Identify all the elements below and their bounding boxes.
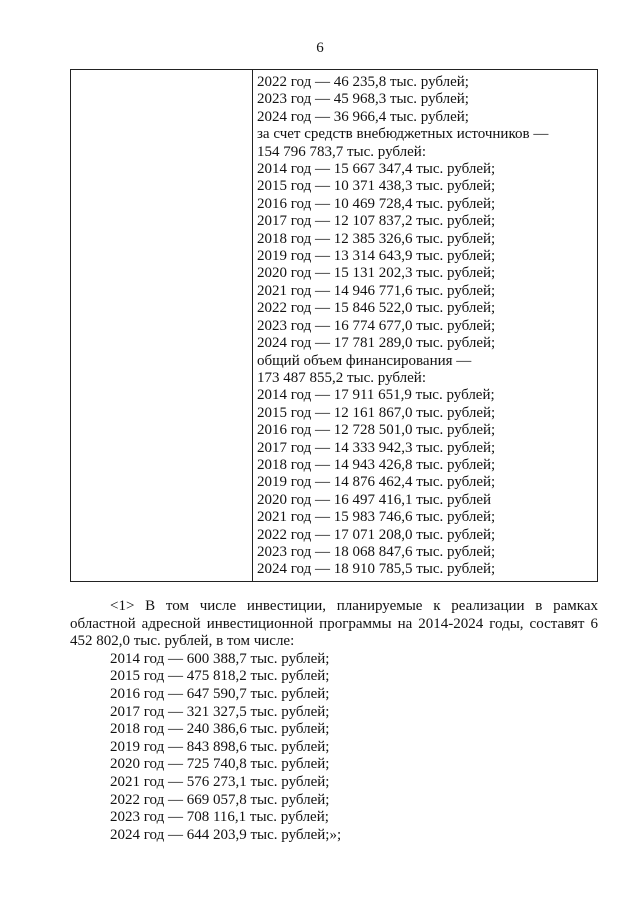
footnote-line: 2023 год — 708 116,1 тыс. рублей; [110, 809, 329, 826]
footnote-line: 2015 год — 475 818,2 тыс. рублей; [110, 668, 330, 685]
table-cell-line: общий объем финансирования — [257, 352, 472, 369]
table-cell-line: 2015 год — 10 371 438,3 тыс. рублей; [257, 178, 496, 195]
footnote-line: 2020 год — 725 740,8 тыс. рублей; [110, 756, 330, 773]
table-cell-line: 2016 год — 12 728 501,0 тыс. рублей; [257, 422, 496, 439]
table-cell-line: 2019 год — 13 314 643,9 тыс. рублей; [257, 248, 496, 265]
table-cell-line: 2023 год — 18 068 847,6 тыс. рублей; [257, 543, 496, 560]
table-cell-line: 2014 год — 15 667 347,4 тыс. рублей; [257, 161, 496, 178]
table-cell-line: за счет средств внебюджетных источников — [257, 126, 549, 143]
table-cell-line: 2019 год — 14 876 462,4 тыс. рублей; [257, 474, 496, 491]
table-cell-line: 2018 год — 14 943 426,8 тыс. рублей; [257, 456, 496, 473]
table-cell-line: 2014 год — 17 911 651,9 тыс. рублей; [257, 387, 495, 404]
table-cell-line: 2020 год — 15 131 202,3 тыс. рублей; [257, 265, 496, 282]
table-left-cell [71, 70, 253, 581]
footnote-line: 2019 год — 843 898,6 тыс. рублей; [110, 738, 330, 755]
table-cell-line: 2024 год — 17 781 289,0 тыс. рублей; [257, 335, 496, 352]
table-cell-line: 2017 год — 12 107 837,2 тыс. рублей; [257, 213, 496, 230]
table-cell-line: 2021 год — 14 946 771,6 тыс. рублей; [257, 282, 496, 299]
footnote [70, 598, 598, 844]
table-cell-line: 2024 год — 18 910 785,5 тыс. рублей; [257, 561, 496, 578]
table-cell-line: 2015 год — 12 161 867,0 тыс. рублей; [257, 404, 496, 421]
table-cell-line: 2022 год — 46 235,8 тыс. рублей; [257, 74, 469, 90]
footnote-line: 2018 год — 240 386,6 тыс. рублей; [110, 721, 330, 738]
footnote-line: 2014 год — 600 388,7 тыс. рублей; [110, 650, 330, 667]
table-cell-line: 2023 год — 45 968,3 тыс. рублей; [257, 91, 469, 108]
table-cell-line: 2016 год — 10 469 728,4 тыс. рублей; [257, 195, 496, 212]
table-cell-line: 173 487 855,2 тыс. рублей: [257, 369, 426, 386]
table-cell-line: 2017 год — 14 333 942,3 тыс. рублей; [257, 439, 496, 456]
table-cell-line: 2022 год — 17 071 208,0 тыс. рублей; [257, 526, 496, 543]
footnote-line: 2016 год — 647 590,7 тыс. рублей; [110, 685, 330, 702]
footnote-paragraph: <1> В том числе инвестиции, планируемые к реализации в рамках областной адресной инвестиционной программы на 2014-2024 годы, составят 6 452 802,0 тыс. рублей, в том числе: [70, 598, 598, 650]
table-cell-line: 154 796 783,7 тыс. рублей: [257, 143, 426, 160]
footnote-line: 2022 год — 669 057,8 тыс. рублей; [110, 791, 330, 808]
table-cell-line: 2023 год — 16 774 677,0 тыс. рублей; [257, 317, 496, 334]
table-cell-line: 2021 год — 15 983 746,6 тыс. рублей; [257, 509, 496, 526]
table-cell-line: 2024 год — 36 966,4 тыс. рублей; [257, 108, 469, 125]
funding-table [70, 69, 598, 582]
footnote-line: 2017 год — 321 327,5 тыс. рублей; [110, 703, 330, 720]
footnote-list [70, 651, 598, 845]
table-cell-line: 2020 год — 16 497 416,1 тыс. рублей [257, 491, 492, 508]
footnote-line: 2024 год — 644 203,9 тыс. рублей;»; [110, 826, 342, 843]
page-number: 6 [316, 40, 324, 56]
table-cell-line: 2022 год — 15 846 522,0 тыс. рублей; [257, 300, 496, 317]
table-cell-line: 2018 год — 12 385 326,6 тыс. рублей; [257, 230, 496, 247]
table-right-cell [253, 70, 597, 579]
footnote-line: 2021 год — 576 273,1 тыс. рублей; [110, 773, 330, 790]
